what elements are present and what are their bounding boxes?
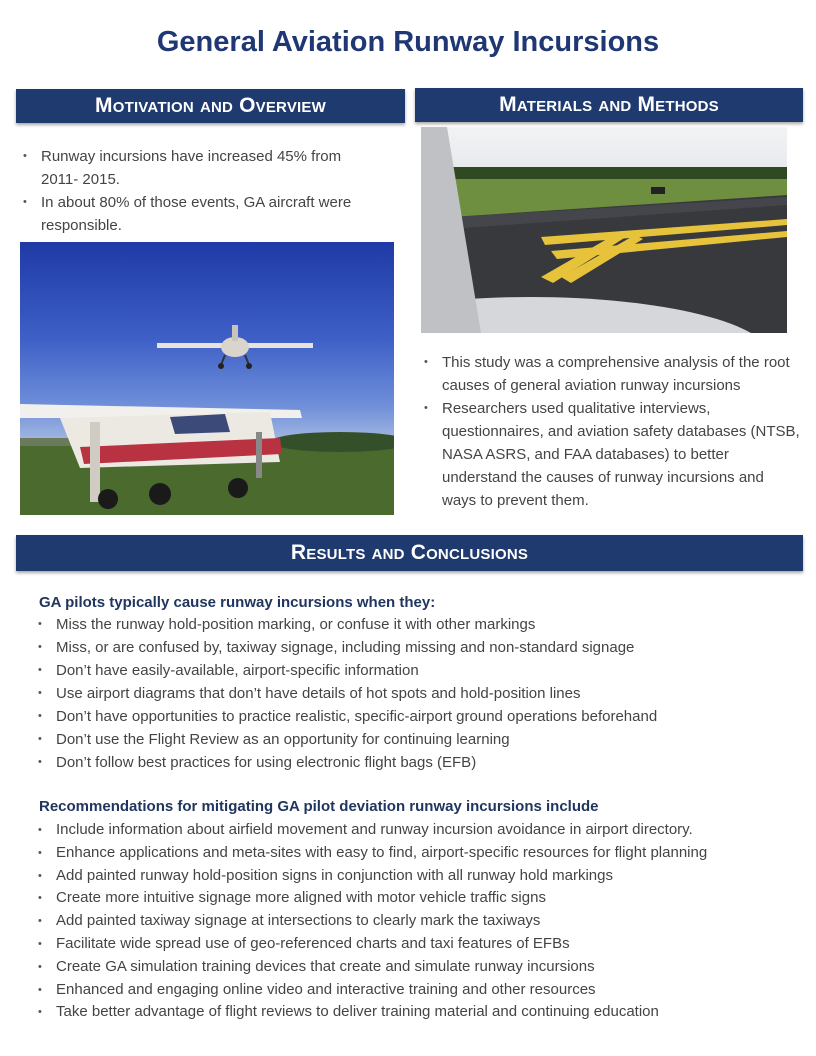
cause-item: • Don’t follow best practices for using electronic flight bags (EFB) bbox=[36, 751, 796, 774]
motivation-heading: Motivation and Overview bbox=[16, 89, 405, 123]
cause-item: • Use airport diagrams that don’t have details of hot spots and hold-position lines bbox=[36, 682, 796, 705]
runway-photo bbox=[421, 127, 787, 333]
recommendations-list bbox=[36, 819, 806, 1024]
cause-item: • Don’t use the Flight Review as an opportunity for continuing learning bbox=[36, 728, 796, 751]
motivation-list bbox=[21, 145, 381, 237]
runway-illustration bbox=[421, 127, 787, 333]
causes-heading: GA pilots typically cause runway incursions when they: bbox=[39, 594, 436, 611]
recommendation-item: • Take better advantage of flight reviews to deliver training material and continuing education bbox=[36, 1001, 806, 1024]
page-title: General Aviation Runway Incursions bbox=[156, 26, 660, 58]
causes-list bbox=[36, 613, 796, 774]
motivation-bullet: • Runway incursions have increased 45% from 2011- 2015. bbox=[21, 145, 381, 191]
methods-heading: Materials and Methods bbox=[415, 88, 803, 122]
results-heading: Results and Conclusions bbox=[16, 535, 803, 571]
aircraft-illustration bbox=[20, 242, 394, 515]
recommendations-heading: Recommendations for mitigating GA pilot deviation runway incursions include bbox=[39, 798, 599, 815]
recommendation-item: • Facilitate wide spread use of geo-referenced charts and taxi features of EFBs bbox=[36, 933, 806, 956]
recommendation-item: • Enhanced and engaging online video and interactive training and other resources bbox=[36, 979, 806, 1002]
aircraft-photo bbox=[20, 242, 394, 515]
motivation-bullet: • In about 80% of those events, GA aircraft were responsible. bbox=[21, 191, 381, 237]
recommendation-item: • Create more intuitive signage more aligned with motor vehicle traffic signs bbox=[36, 887, 806, 910]
methods-bullet: • This study was a comprehensive analysis of the root causes of general aviation runway incursions bbox=[422, 351, 800, 397]
recommendation-item: • Add painted runway hold-position signs in conjunction with all runway hold markings bbox=[36, 865, 806, 888]
recommendation-item: • Add painted taxiway signage at intersections to clearly mark the taxiways bbox=[36, 910, 806, 933]
methods-bullet: • Researchers used qualitative interviews, questionnaires, and aviation safety databases (NTSB, NASA ASRS, and FAA databases) to better understand the causes of runway incursions and ways to prevent them. bbox=[422, 397, 800, 512]
cause-item: • Don’t have easily-available, airport-specific information bbox=[36, 659, 796, 682]
cause-item: • Miss, or are confused by, taxiway signage, including missing and non-standard signage bbox=[36, 636, 796, 659]
cause-item: • Miss the runway hold-position marking, or confuse it with other markings bbox=[36, 613, 796, 636]
methods-list bbox=[422, 351, 800, 512]
cause-item: • Don’t have opportunities to practice realistic, specific-airport ground operations beforehand bbox=[36, 705, 796, 728]
recommendation-item: • Include information about airfield movement and runway incursion avoidance in airport directory. bbox=[36, 819, 806, 842]
recommendation-item: • Create GA simulation training devices that create and simulate runway incursions bbox=[36, 956, 806, 979]
recommendation-item: • Enhance applications and meta-sites with easy to find, airport-specific resources for flight planning bbox=[36, 842, 806, 865]
